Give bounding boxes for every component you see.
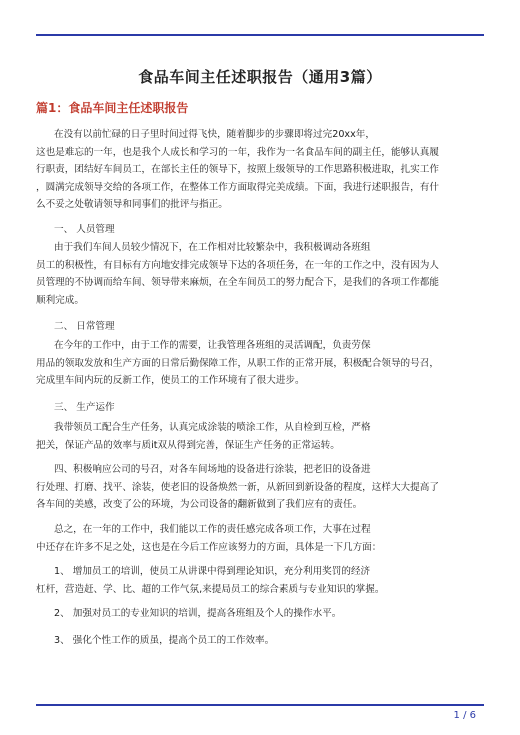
list-item-training <box>36 563 484 598</box>
bottom-rule <box>36 704 484 706</box>
section-heading: 篇1：食品车间主任述职报告 <box>36 101 189 115</box>
heading-production: 三、 生产运作 <box>54 402 115 413</box>
paragraph-line: 在今年的工作中，由于工作的需要，让我管理各班组的灵活调配，负责劳保 <box>54 340 371 351</box>
list-item-line: 2、 加强对员工的专业知识的培训，提高各班组及个人的操作水平。 <box>54 608 342 619</box>
list-item-line: 1、 增加员工的培训，使员工从讲课中得到理论知识，充分利用奖罚的经济 <box>54 566 371 577</box>
paragraph-line: 员工的积极性，有目标有方向地安排完成领导下达的各项任务，在一年的工作之中，没有因为人 <box>36 259 439 271</box>
list-item-line: 3、 强化个性工作的质虽，提高个员工的工作效率。 <box>54 635 275 646</box>
equipment-paragraph <box>36 461 484 514</box>
document-title: 食品车间主任述职报告（通用3篇） <box>138 68 382 86</box>
production-paragraph <box>36 419 484 454</box>
daily-paragraph <box>36 337 484 390</box>
paragraph-line: 总之，在一年的工作中，我们能以工作的责任感完成各项工作，大事在过程 <box>54 524 371 535</box>
page-number: 1 / 6 <box>453 710 476 721</box>
top-rule <box>36 34 484 36</box>
paragraph-line: 行处理、打磨、找平、涂装，使老旧的设备焕然一新，从新回到新设备的程度，这样大大提高了 <box>36 481 439 493</box>
intro-line: 行职责，团结好车间员工，在部长主任的领导下，按照上级领导的工作思路积极进取，扎实工作 <box>36 164 439 175</box>
intro-line: 这也是难忘的一年，也是我个人成长和学习的一年，我作为一名食品车间的副主任，能够认真履 <box>36 146 439 158</box>
paragraph-line: 中还存在许多不足之处，这也是在今后工作应该努力的方面，具体是一下几方面： <box>36 541 382 553</box>
paragraph-line: 用品的领取发放和生产方面的日常后勤保障工作，从职工作的正常开展，积极配合领导的号召， <box>36 357 439 369</box>
heading-daily: 二、 日常管理 <box>54 321 115 332</box>
heading-personnel: 一、 人员管理 <box>54 224 115 235</box>
intro-line: ，圆满完成领导交给的各项工作，在整体工作方面取得完美成绩。下面，我进行述职报告，有什 <box>36 181 439 193</box>
list-item-line: 杠杆，营造赶、学、比、超的工作气氛,来提局员工的综合素质与专业知识的掌握。 <box>36 583 385 595</box>
personnel-paragraph <box>36 239 484 309</box>
paragraph-line: 顺利完成。 <box>36 294 84 306</box>
intro-line: 么不妥之处敬请领导和同事们的批评与指正。 <box>36 199 228 210</box>
list-item-quality <box>36 632 484 650</box>
intro-paragraph <box>36 126 484 214</box>
summary-paragraph <box>36 521 484 556</box>
list-item-skills <box>36 605 484 623</box>
paragraph-line: 把关，保证产品的效率与质it双从得到完善，保证生产任务的正常运转。 <box>36 439 340 451</box>
paragraph-line: 完成里车间内玩的反新工作，使员工的工作环境有了很大进步。 <box>36 375 305 386</box>
paragraph-line: 我带领员工配合生产任务，认真完成涂装的喷涂工作，从自检到互检，严格 <box>54 422 371 433</box>
paragraph-line: 四、积极响应公司的号召，对各车间场地的设备进行涂装，把老旧的设备进 <box>54 464 371 475</box>
intro-line: 在没有以前忙碌的日子里时间过得飞快，随着脚步的步骤即将过完20xx年， <box>54 129 375 140</box>
paragraph-line: 由于我们车间人员较少情况下，在工作相对比较繁杂中，我积极调动各班组 <box>54 242 371 253</box>
paragraph-line: 员管理的不协调而给车间、领导带来麻烦，在全车间员工的努力配合下，是我们的各项工作都能 <box>36 277 439 288</box>
paragraph-line: 各车间的美感，改变了公的环境，为公司设备的翻新做到了我们应有的责任。 <box>36 499 363 510</box>
